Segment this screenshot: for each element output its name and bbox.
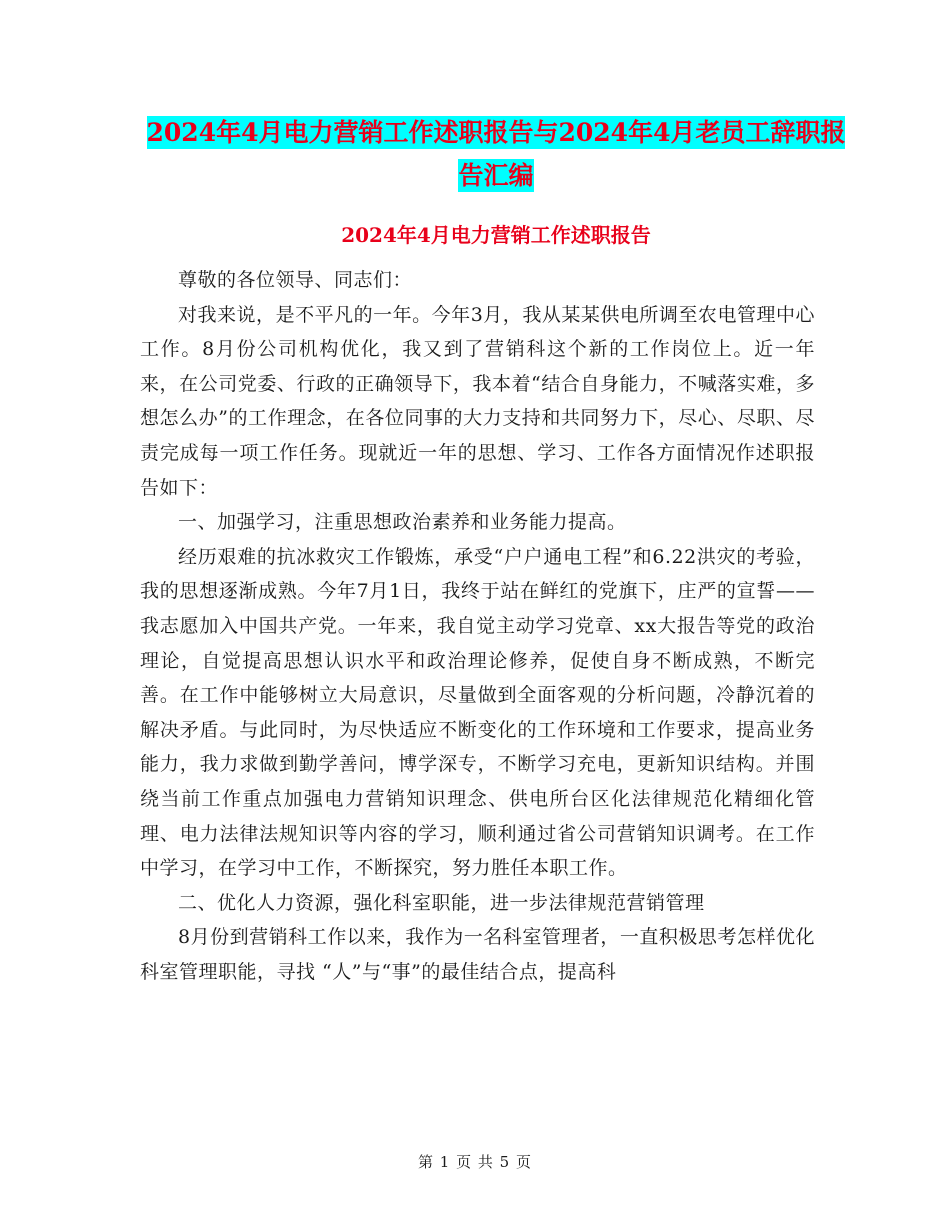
section-heading-paragraph: 一、加强学习，注重思想政治素养和业务能力提高。 — [178, 511, 627, 534]
body-paragraph: 对我来说，是不平凡的一年。今年3月，我从某某供电所调至农电管理中心工作。8月份公司机构优化，我又到了营销科这个新的工作岗位上。近一年来，在公司党委、行政的正确领导下，我本着“结合自身能力，不喊落实难，多想怎么办”的工作理念，在各位同事的大力支持和共同努力下，尽心、尽职、尽责完成每一项工作任务。现就近一年的思想、学习、工作各方面情况作述职报告如下： — [140, 303, 815, 499]
salutation-paragraph: 尊敬的各位领导、同志们： — [178, 269, 413, 291]
section-heading-paragraph: 二、优化人力资源，强化科室职能，进一步法律规范营销管理 — [178, 891, 705, 914]
section-title: 2024年4月电力营销工作述职报告 — [341, 223, 651, 247]
body-paragraph: 8月份到营销科工作以来，我作为一名科室管理者，一直积极思考怎样优化科室管理职能，寻找 “人”与“事”的最佳结合点，提高科 — [140, 926, 815, 983]
document-title — [140, 111, 852, 197]
page-number-footer: 第 1 页 共 5 页 — [418, 1153, 532, 1171]
body-paragraph: 经历艰难的抗冰救灾工作锻炼，承受“户户通电工程”和6.22洪灾的考验，我的思想逐渐成熟。今年7月1日，我终于站在鲜红的党旗下，庄严的宣誓——我志愿加入中国共产党。一年来，我自觉主动学习党章、xx大报告等党的政治理论，自觉提高思想认识水平和政治理论修养，促使自身不断成熟，不断完善。在工作中能够树立大局意识，尽量做到全面客观的分析问题，冷静沉着的解决矛盾。与此同时，为尽快适应不断变化的工作环境和工作要求，提高业务能力，我力求做到勤学善问，博学深专，不断学习充电，更新知识结构。并围绕当前工作重点加强电力营销知识理念、供电所台区化法律规范化精细化管理、电力法律法规知识等内容的学习，顺利通过省公司营销知识调考。在工作中学习，在学习中工作，不断探究，努力胜任本职工作。 — [140, 545, 815, 880]
document-body — [140, 263, 815, 989]
document-title-highlight: 2024年4月电力营销工作述职报告与2024年4月老员工辞职报告汇编 — [146, 118, 846, 190]
